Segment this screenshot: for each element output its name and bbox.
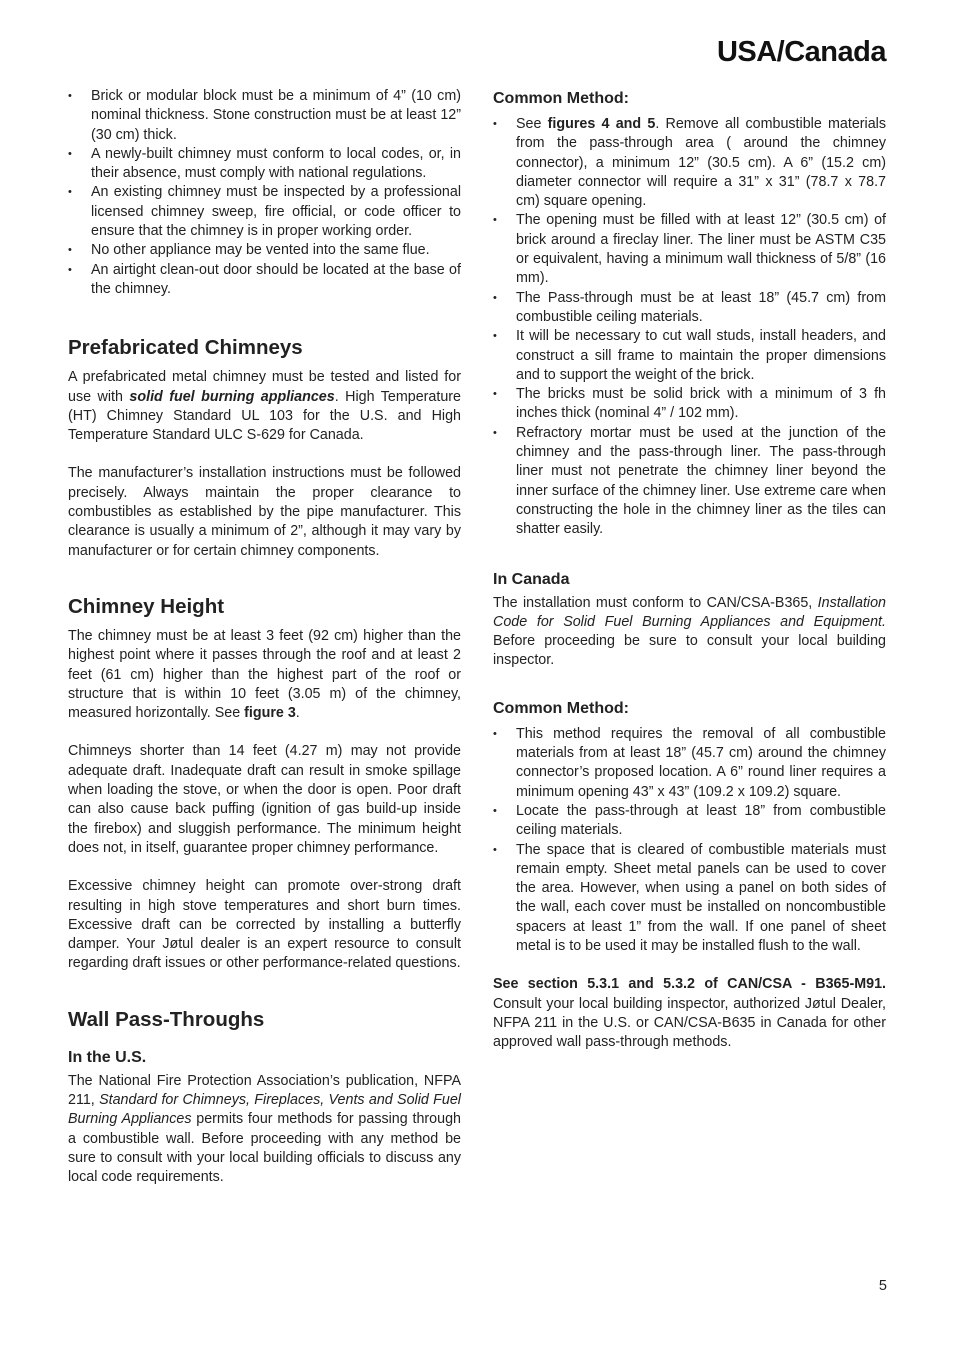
list-item: • No other appliance may be vented into the same flue. bbox=[68, 241, 461, 260]
list-item: • It will be necessary to cut wall studs, install headers, and construct a sill frame to maintain the proper dimensions and to support the weight of the brick. bbox=[493, 327, 886, 385]
left-column bbox=[68, 87, 461, 1187]
canada-text-b: Before proceeding be sure to consult your local building inspector. bbox=[493, 633, 886, 669]
common-method-heading-2: Common Method: bbox=[493, 699, 629, 717]
list-item: • Refractory mortar must be used at the junction of the chimney and the pass-through liner. The pass-through liner must not penetrate the chimney liner beyond the inner surface of the chimney liner. Use extreme care when constructing the hole in the chimney liner as the tiles can shatter easily. bbox=[493, 424, 886, 540]
prefab-paragraph-2: The manufacturer’s installation instructions must be followed precisely. Always maintain the proper clearance to combustibles as established by the pipe manufacturer. This clearance is usually a minimum of 2”, although it may vary by manufacturer or for certain chimney components. bbox=[68, 465, 461, 559]
common-method-list-2 bbox=[493, 725, 886, 957]
section-reference: See section 5.3.1 and 5.3.2 of CAN/CSA - B365-M91. bbox=[493, 976, 886, 993]
list-item: • The space that is cleared of combustible materials must remain empty. Sheet metal panels can be used to cover the area. However, when using a panel on both sides of the wall, each cover must be installed on noncombustible spacers at least 1” from the wall. If one panel of sheet metal is to be used it may be installed flush to the wall. bbox=[493, 841, 886, 957]
list-item: • The bricks must be solid brick with a minimum of 3 fh inches thick (nominal 4” / 102 mm). bbox=[493, 385, 886, 424]
code-title: Installation Code for Solid Fuel Burning Appliances and Equipment. bbox=[493, 594, 886, 630]
list-item: • The opening must be filled with at least 12” (30.5 cm) of brick around a fireclay liner. The liner must be ASTM C35 or equivalent, having a minimum wall thickness of 5/8” (16 mm). bbox=[493, 211, 886, 288]
height-text-b: . bbox=[295, 705, 300, 722]
height-text-a: The chimney must be at least 3 feet (92 cm) higher than the highest point where it passes through the roof and at least 2 feet (61 cm) higher than the highest part of the roof or structure that is within 10 feet (3.05 m) of the chimney, measured horizontally. See bbox=[68, 627, 461, 722]
us-text-a: The National Fire Protection Association’s publication, NFPA 211, bbox=[68, 1072, 461, 1108]
nfpa-title: Standard for Chimneys, Fireplaces, Vents and Solid Fuel Burning Appliances bbox=[68, 1091, 461, 1128]
height-paragraph-2: Chimneys shorter than 14 feet (4.27 m) may not provide adequate draft. Inadequate draft can result in smoke spillage when loading the stove, or when the door is open. Poor draft can also cause back puffing (ignition of gas build-up inside the firebox) and sluggish performance. The minimum height does not, in itself, guarantee proper chimney performance. bbox=[68, 743, 461, 856]
common-method-heading: Common Method: bbox=[493, 90, 629, 107]
chimney-requirements-list bbox=[68, 87, 461, 299]
list-item bbox=[493, 115, 886, 211]
final-paragraph bbox=[493, 975, 886, 1052]
in-the-us-heading: In the U.S. bbox=[68, 1048, 147, 1066]
figure-ref: figure 3 bbox=[244, 705, 296, 722]
figure-ref: figures 4 and 5 bbox=[547, 116, 656, 132]
list-item: • The Pass-through must be at least 18” (45.7 cm) from combustible ceiling materials. bbox=[493, 289, 886, 328]
right-column bbox=[493, 87, 886, 1052]
b1-text-b: . Remove all combustible materials from the pass-through area ( around the chimney connector), a minimum 12” (30.5 cm). A 6” (15.2 cm) diameter connector will require a 31” x 31” (78.7 x 78.7 cm) square opening. bbox=[516, 116, 887, 210]
in-canada-heading: In Canada bbox=[493, 570, 570, 588]
list-item: • An existing chimney must be inspected by a professional licensed chimney sweep, fire official, or code officer to ensure that the chimney is in proper working order. bbox=[68, 183, 461, 241]
page-number: 5 bbox=[878, 1278, 887, 1294]
us-text-b: permits four methods for passing through a combustible wall. Before proceeding with any method be sure to consult with your local building officials to discuss any local code requirements. bbox=[68, 1111, 461, 1186]
list-item: • Locate the pass-through at least 18” from combustible ceiling materials. bbox=[493, 802, 886, 841]
wall-pass-throughs-heading: Wall Pass-Throughs bbox=[68, 1007, 265, 1031]
b1-text-a: See bbox=[516, 116, 548, 132]
final-text: Consult your local building inspector, authorized Jøtul Dealer, NFPA 211 in the U.S. or CAN/CSA-B635 in Canada for other approved wall pass-through methods. bbox=[493, 995, 886, 1051]
height-paragraph-3: Excessive chimney height can promote over-strong draft resulting in high stove temperatures and short burn times. Excessive draft can be corrected by installing a butterfly damper. Your Jøtul dealer is an expert resource to consult regarding draft issues or other performance-related questions. bbox=[68, 878, 461, 972]
prefab-emphasis: solid fuel burning appliances bbox=[129, 388, 335, 405]
prefab-text-a: A prefabricated metal chimney must be tested and listed for use with bbox=[68, 369, 461, 405]
prefab-text-b: . High Temperature (HT) Chimney Standard UL 103 for the U.S. and High Temperature Standard ULC S-629 for Canada. bbox=[68, 388, 461, 444]
list-item: • Brick or modular block must be a minimum of 4” (10 cm) nominal thickness. Stone construction must be at least 12” (30 cm) thick. bbox=[68, 87, 461, 145]
height-paragraph-1 bbox=[68, 627, 461, 723]
list-item: • An airtight clean-out door should be located at the base of the chimney. bbox=[68, 261, 461, 300]
canada-paragraph bbox=[493, 594, 886, 671]
canada-text-a: The installation must conform to CAN/CSA-B365, bbox=[493, 594, 818, 611]
list-item: • This method requires the removal of all combustible materials from at least 18” (45.7 cm) around the chimney connector’s proposed location. A 6” round liner requires a minimum opening 43” x 43” (109.2 x 109.2) square. bbox=[493, 725, 886, 802]
prefab-paragraph-1 bbox=[68, 368, 461, 445]
prefab-heading: Prefabricated Chimneys bbox=[68, 336, 303, 360]
page-title: USA/Canada bbox=[716, 36, 886, 68]
us-paragraph bbox=[68, 1072, 461, 1188]
chimney-height-heading: Chimney Height bbox=[68, 594, 225, 618]
common-method-list bbox=[493, 115, 886, 540]
list-item: • A newly-built chimney must conform to local codes, or, in their absence, must comply with national regulations. bbox=[68, 145, 461, 184]
